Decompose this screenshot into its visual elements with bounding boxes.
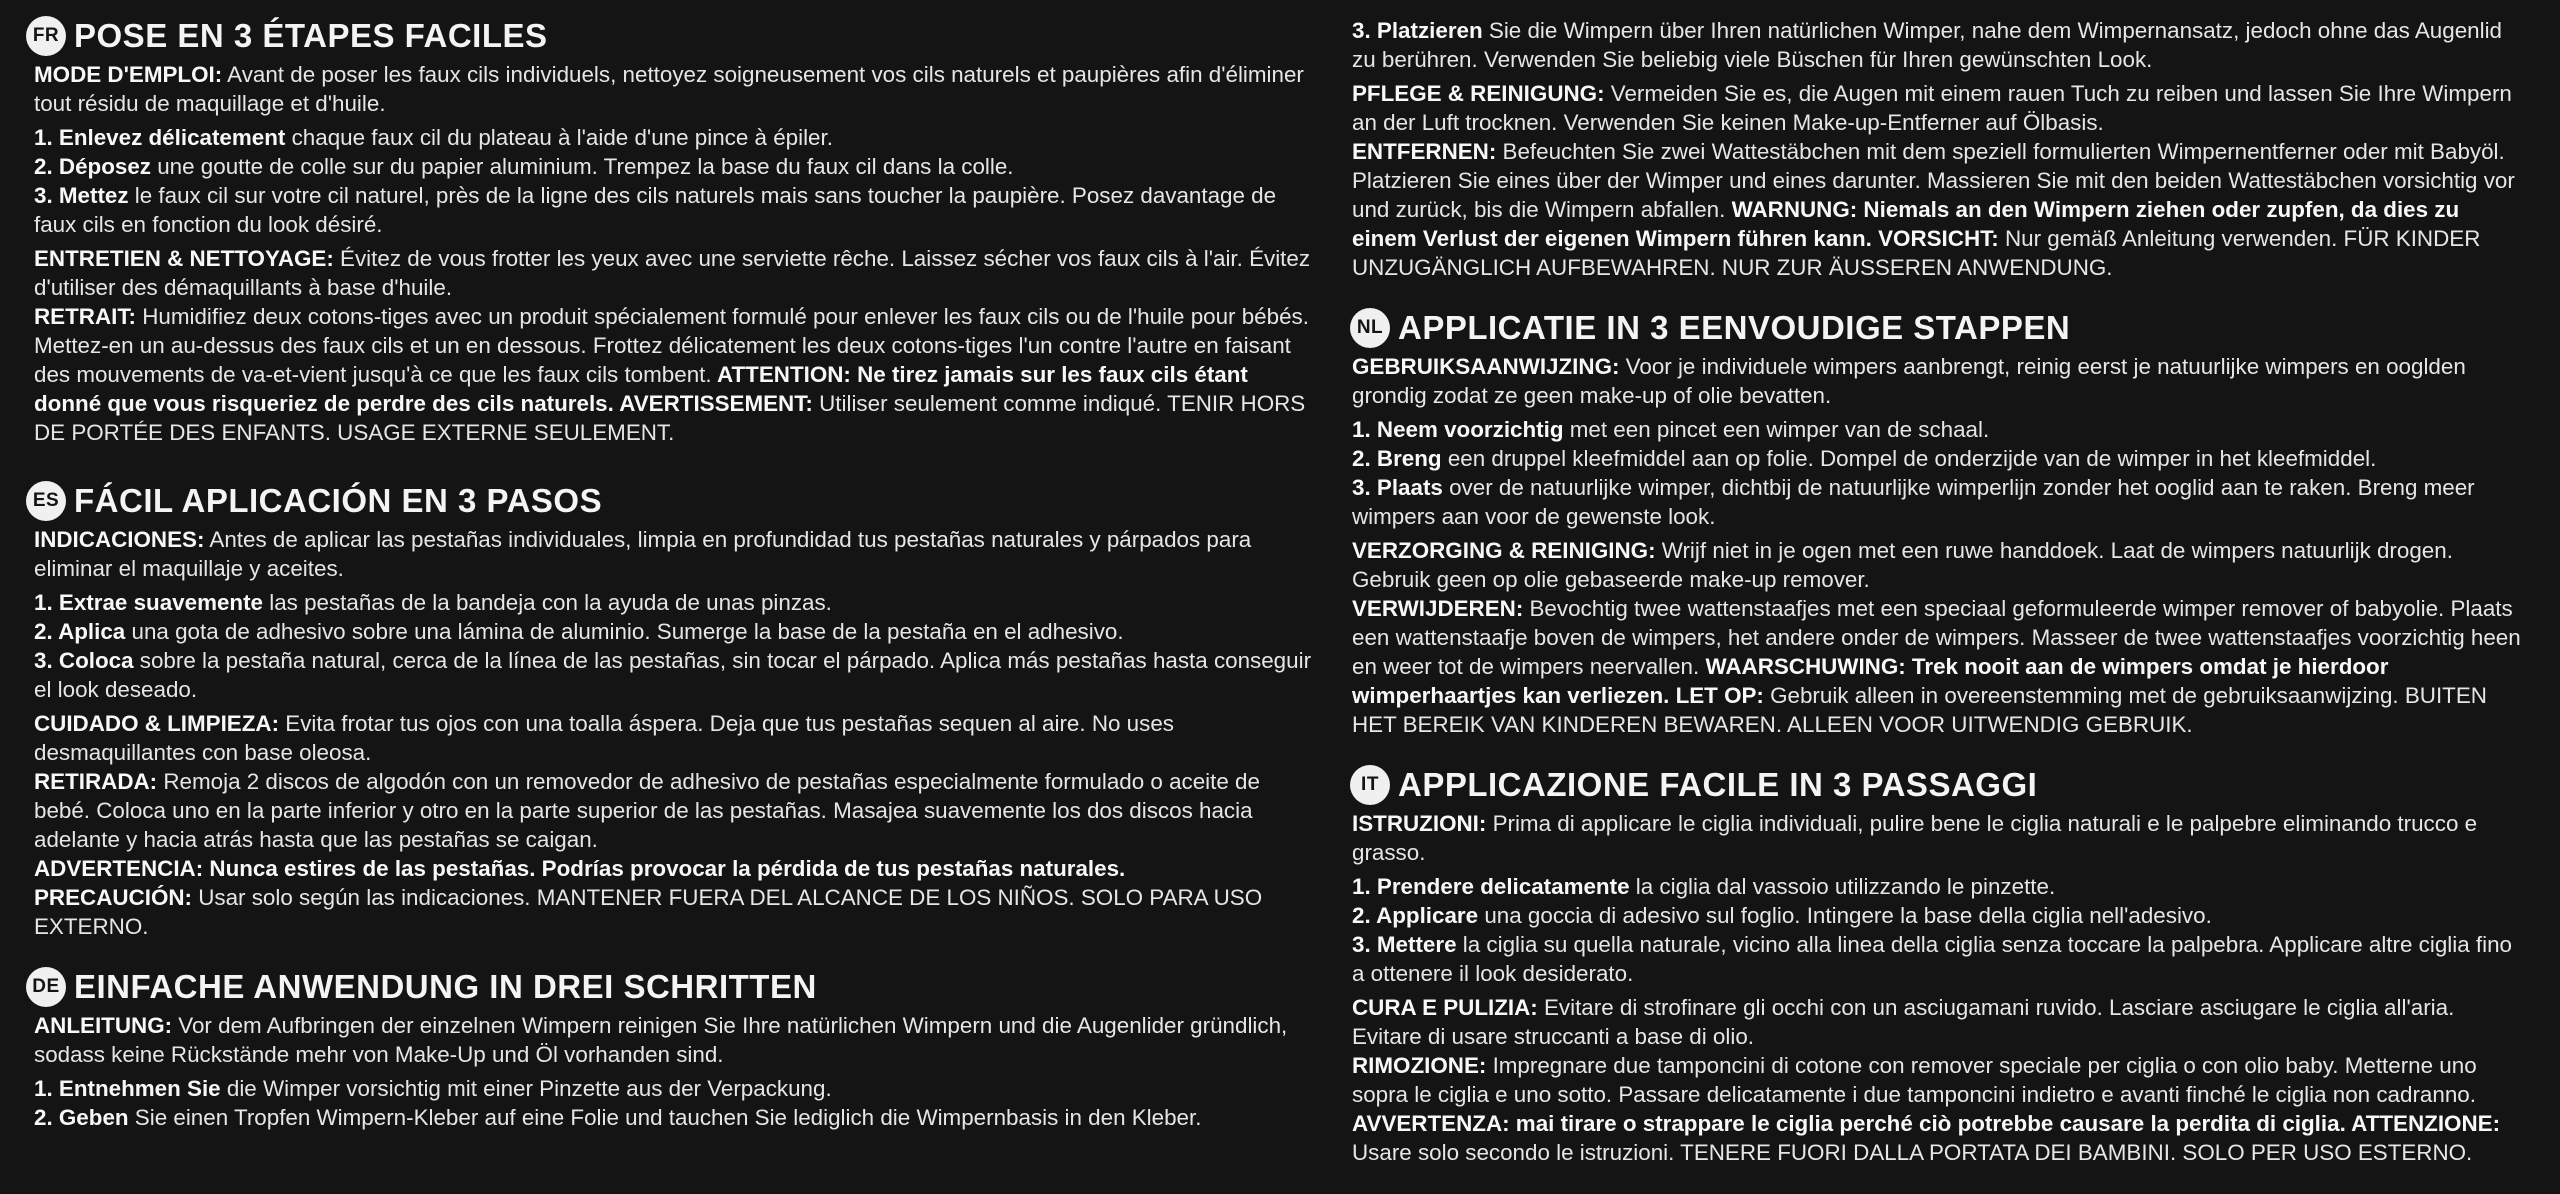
section-nl-heading [1350, 304, 2530, 352]
de-care: PFLEGE & REINIGUNG: Vermeiden Sie es, die Augen mit einem rauen Tuch zu reiben und lassen Sie Ihre Wimpern an der Luft trocknen. Verwenden Sie keinen Make-up-Entferner auf Ölbasis. [1352, 81, 2512, 135]
section-de-heading [26, 963, 1316, 1011]
fr-badge-icon: FR [26, 16, 66, 56]
es-care: CUIDADO & LIMPIEZA: Evita frotar tus ojos con una toalla áspera. Deja que tus pestañas sequen al aire. No uses desmaquillantes con base oleosa. [34, 711, 1174, 765]
section-nl [1350, 304, 2530, 739]
de-step-3: 3. Platzieren Sie die Wimpern über Ihren natürlichen Wimper, nahe dem Wimpernansatz, jedoch ohne das Augenlid zu berühren. Verwenden Sie beliebig viele Büschen für Ihren gewünschten Look. [1352, 18, 2503, 72]
de-instructions: ANLEITUNG: Vor dem Aufbringen der einzelnen Wimpern reinigen Sie Ihre natürlichen Wimpern und die Augenlider gründlich, sodass keine Rückstände mehr von Make-Up und Öl vorhanden sind. [34, 1013, 1288, 1067]
es-removal: RETIRADA: Remoja 2 discos de algodón con un removedor de adhesivo de pestañas especialmente formulado o aceite de bebé. Coloca uno en la parte inferior y otro en la parte superior de las pestañas. Masajea suavemente los dos discos hacia adelante y hacia atrás hasta que las pestañas se caigan. [34, 769, 1260, 852]
de-removal: ENTFERNEN: Befeuchten Sie zwei Wattestäbchen mit dem speziell formulierten Wimpernentferner oder mit Babyöl. Platzieren Sie eines über der Wimper und eines darunter. Massieren Sie mit den beiden Wattestäbchen vorsichtig vor und zurück, bis die Wimpern abfallen. WARNUNG: Niemals an den Wimpern ziehen oder zupfen, da dies zu einem Verlust der eigenen Wimpern führen kann. VORSICHT: Nur gemäß Anleitung verwenden. FÜR KINDER UNZUGÄNGLICH AUFBEWAHREN. NUR ZUR ÄUSSEREN ANWENDUNG. [1352, 139, 2515, 280]
es-precaution: PRECAUCIÓN: Usar solo según las indicaciones. MANTENER FUERA DEL ALCANCE DE LOS NIÑOS. SOLO PARA USO EXTERNO. [34, 885, 1263, 939]
fr-steps [34, 123, 1316, 239]
section-fr-title: POSE EN 3 ÉTAPES FACILES [74, 17, 548, 54]
de-steps-continued [1352, 16, 2530, 74]
fr-care: ENTRETIEN & NETTOYAGE: Évitez de vous frotter les yeux avec une serviette rêche. Laissez sécher vos faux cils à l'air. Évitez d'utiliser des démaquillants à base d'huile. [34, 246, 1311, 300]
nl-removal: VERWIJDEREN: Bevochtig twee wattenstaafjes met een speciaal geformuleerde wimper remover of babyolie. Plaats een wattenstaafje boven de wimpers, het andere onder de wimpers. Masseer de twee wattenstaafjes voorzichtig heen en weer tot de wimpers neervallen. WAARSCHUWING: Trek nooit aan de wimpers omdat je hierdoor wimperhaartjes kan verliezen. LET OP: Gebruik alleen in overeenstemming met de gebruiksaanwijzing. BUITEN HET BEREIK VAN KINDEREN BEWAREN. ALLEEN VOOR UITWENDIG GEBRUIK. [1352, 596, 2521, 737]
nl-step-3: 3. Plaats over de natuurlijke wimper, dichtbij de natuurlijke wimperlijn zonder het ooglid aan te raken. Breng meer wimpers aan voor de gewenste look. [1352, 475, 2475, 529]
section-it-title: APPLICAZIONE FACILE IN 3 PASSAGGI [1398, 766, 2038, 803]
section-de-title: EINFACHE ANWENDUNG IN DREI SCHRITTEN [74, 968, 817, 1005]
it-steps [1352, 872, 2530, 988]
it-step-2: 2. Applicare una goccia di adesivo sul foglio. Intingere la base della ciglia nell'adesivo. [1352, 903, 2212, 928]
it-step-1: 1. Prendere delicatamente la ciglia dal vassoio utilizzando le pinzette. [1352, 874, 2056, 899]
right-column [1350, 0, 2530, 1189]
fr-removal: RETRAIT: Humidifiez deux cotons-tiges avec un produit spécialement formulé pour enlever les faux cils ou de l'huile pour bébés. Mettez-en un au-dessus des faux cils et un en dessous. Frottez délicatement les deux cotons-tiges l'un contre l'autre en faisant des mouvements de va-et-vient jusqu'à ce que les faux cils tombent. ATTENTION: Ne tirez jamais sur les faux cils étant donné que vous risqueriez de perdre des cils naturels. AVERTISSEMENT: Utiliser seulement comme indiqué. TENIR HORS DE PORTÉE DES ENFANTS. USAGE EXTERNE SEULEMENT. [34, 304, 1309, 445]
it-removal: RIMOZIONE: Impregnare due tamponcini di cotone con remover speciale per ciglia o con olio baby. Metterne uno sopra le ciglia e uno sotto. Passare delicatamente i due tamponcini indietro e avanti finché le ciglia non cadranno. AVVERTENZA: mai tirare o strappare le ciglia perché ciò potrebbe causare la perdita di ciglia. ATTENZIONE: Usare solo secondo le istruzioni. TENERE FUORI DALLA PORTATA DEI BAMBINI. SOLO PER USO ESTERNO. [1352, 1053, 2501, 1165]
es-step-2: 2. Aplica una gota de adhesivo sobre una lámina de aluminio. Sumerge la base de la pestaña en el adhesivo. [34, 619, 1124, 644]
nl-badge-icon: NL [1350, 308, 1390, 348]
section-es [26, 477, 1316, 941]
nl-step-2: 2. Breng een druppel kleefmiddel aan op folie. Dompel de onderzijde van de wimper in het kleefmiddel. [1352, 446, 2377, 471]
fr-step-2: 2. Déposez une goutte de colle sur du papier aluminium. Trempez la base du faux cil dans la colle. [34, 154, 1014, 179]
it-care: CURA E PULIZIA: Evitare di strofinare gli occhi con un asciugamani ruvido. Lasciare asciugare le ciglia all'aria. Evitare di usare struccanti a base di olio. [1352, 995, 2455, 1049]
nl-steps [1352, 415, 2530, 531]
de-step-1: 1. Entnehmen Sie die Wimper vorsichtig mit einer Pinzette aus der Verpackung. [34, 1076, 832, 1101]
section-de [26, 963, 1316, 1132]
section-es-heading [26, 477, 1316, 525]
es-step-3: 3. Coloca sobre la pestaña natural, cerca de la línea de las pestañas, sin tocar el párpado. Aplica más pestañas hasta conseguir el look deseado. [34, 648, 1312, 702]
fr-step-1: 1. Enlevez délicatement chaque faux cil du plateau à l'aide d'une pince à épiler. [34, 125, 833, 150]
section-it-heading [1350, 761, 2530, 809]
fr-step-3: 3. Mettez le faux cil sur votre cil naturel, près de la ligne des cils naturels mais sans toucher la paupière. Posez davantage de faux cils en fonction du look désiré. [34, 183, 1277, 237]
section-fr-heading [26, 12, 1316, 60]
es-step-1: 1. Extrae suavemente las pestañas de la bandeja con la ayuda de unas pinzas. [34, 590, 832, 615]
es-steps [34, 588, 1316, 704]
it-step-3: 3. Mettere la ciglia su quella naturale, vicino alla linea della ciglia senza toccare la palpebra. Applicare altre ciglia fino a ottenere il look desiderato. [1352, 932, 2512, 986]
de-badge-icon: DE [26, 967, 66, 1007]
nl-instructions: GEBRUIKSAANWIJZING: Voor je individuele wimpers aanbrengt, reinig eerst je natuurlijke wimpers en ooglden grondig zodat ze geen make-up of olie bevatten. [1352, 354, 2466, 408]
section-es-title: FÁCIL APLICACIÓN EN 3 PASOS [74, 482, 603, 519]
it-badge-icon: IT [1350, 765, 1390, 805]
fr-instructions: MODE D'EMPLOI: Avant de poser les faux cils individuels, nettoyez soigneusement vos cils naturels et paupières afin d'éliminer tout résidu de maquillage et d'huile. [34, 62, 1304, 116]
section-de-continued [1350, 16, 2530, 282]
de-steps [34, 1074, 1316, 1132]
nl-step-1: 1. Neem voorzichtig met een pincet een wimper van de schaal. [1352, 417, 1990, 442]
de-step-2: 2. Geben Sie einen Tropfen Wimpern-Kleber auf eine Folie und tauchen Sie lediglich die Wimpernbasis in den Kleber. [34, 1105, 1202, 1130]
nl-care: VERZORGING & REINIGING: Wrijf niet in je ogen met een ruwe handdoek. Laat de wimpers natuurlijk drogen. Gebruik geen op olie gebaseerde make-up remover. [1352, 538, 2453, 592]
it-instructions: ISTRUZIONI: Prima di applicare le ciglia individuali, pulire bene le ciglia naturali e le palpebre eliminando trucco e grasso. [1352, 811, 2478, 865]
left-column [26, 0, 1316, 1154]
section-it [1350, 761, 2530, 1167]
section-nl-title: APPLICATIE IN 3 EENVOUDIGE STAPPEN [1398, 309, 2071, 346]
es-instructions: INDICACIONES: Antes de aplicar las pestañas individuales, limpia en profundidad tus pestañas naturales y párpados para eliminar el maquillaje y aceites. [34, 527, 1252, 581]
section-fr [26, 12, 1316, 447]
es-warning: ADVERTENCIA: Nunca estires de las pestañas. Podrías provocar la pérdida de tus pestañas naturales. [34, 856, 1126, 881]
es-badge-icon: ES [26, 481, 66, 521]
